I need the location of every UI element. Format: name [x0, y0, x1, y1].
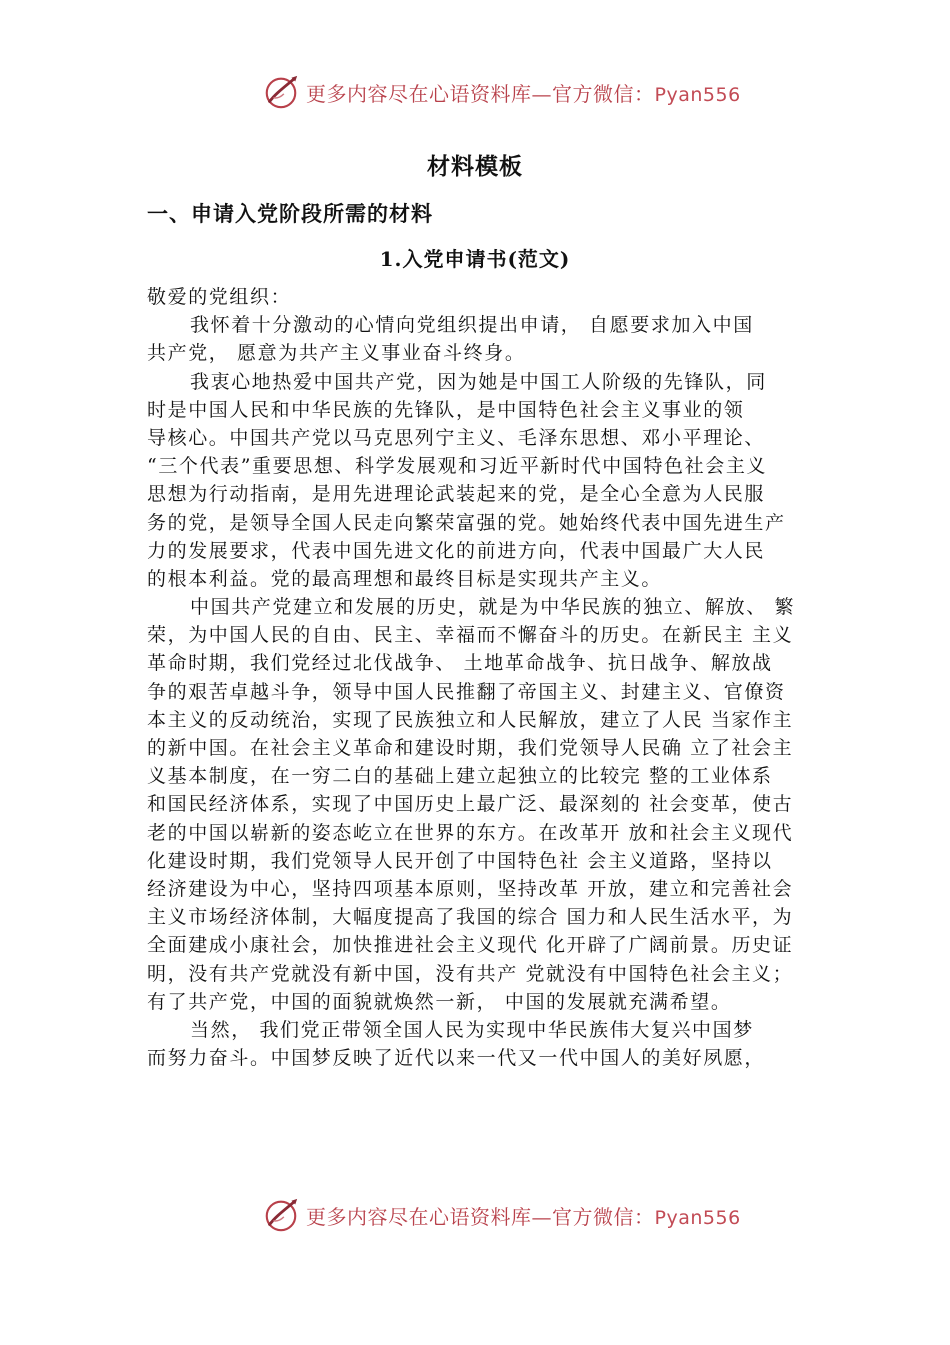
text-line: 本主义的反动统治，实现了民族独立和人民解放，建立了人民 当家作主 — [147, 708, 794, 731]
text-line: 老的中国以崭新的姿态屹立在世界的东方。在改革开 放和社会主义现代 — [147, 821, 794, 844]
watermark-text — [306, 78, 741, 107]
watermark-label: 更多内容尽在心语资料库—官方微信： — [306, 1204, 655, 1229]
text-line: 共产党， 愿意为共产主义事业奋斗终身。 — [147, 342, 526, 365]
text-line: 思想为行动指南，是用先进理论武装起来的党，是全心全意为人民服 — [147, 483, 766, 506]
text-line: 我怀着十分激动的心情向党组织提出申请， 自愿要求加入中国 — [190, 314, 754, 337]
text-line: 全面建成小康社会，加快推进社会主义现代 化开辟了广阔前景。历史证 — [147, 934, 794, 957]
text-line: 革命时期，我们党经过北伐战争、 土地革命战争、抗日战争、解放战 — [147, 652, 773, 675]
watermark-text — [306, 1201, 741, 1230]
text-line: 有了共产党，中国的面貌就焕然一新， 中国的发展就充满希望。 — [147, 990, 732, 1013]
text-line: 和国民经济体系，实现了中国历史上最广泛、最深刻的 社会变革，使古 — [147, 793, 794, 816]
text-line: 主义市场经济体制，大幅度提高了我国的综合 国力和人民生活水平，为 — [147, 906, 794, 929]
text-line: “三个代表”重要思想、科学发展观和习近平新时代中国特色社会主义 — [147, 455, 768, 478]
text-line: 义基本制度，在一穷二白的基础上建立起独立的比较完 整的工业体系 — [147, 765, 773, 788]
text-line: 当然， 我们党正带领全国人民为实现中华民族伟大复兴中国梦 — [190, 1018, 754, 1041]
text-line: 化建设时期，我们党领导人民开创了中国特色社 会主义道路，坚持以 — [147, 849, 773, 872]
section-heading: 一、申请入党阶段所需的材料 — [147, 202, 433, 226]
document-title: 材料模板 — [427, 154, 523, 180]
logo-icon — [262, 1196, 300, 1234]
text-line: 敬爱的党组织： — [147, 286, 292, 308]
text-line: 力的发展要求，代表中国先进文化的前进方向，代表中国最广大人民 — [147, 539, 766, 562]
sub-heading: 1.入党申请书(范文) — [379, 247, 571, 271]
watermark-banner-bottom — [262, 1195, 741, 1235]
watermark-banner-top — [262, 72, 741, 112]
watermark-wechat-id: Pyan556 — [654, 1206, 741, 1229]
text-line: 荣，为中国人民的自由、民主、幸福而不懈奋斗的历史。在新民主 主义 — [147, 624, 794, 647]
text-line: 我衷心地热爱中国共产党，因为她是中国工人阶级的先锋队，同 — [190, 370, 767, 393]
text-line: 导核心。中国共产党以马克思列宁主义、毛泽东思想、邓小平理论、 — [147, 426, 766, 449]
body-text — [147, 283, 837, 1072]
logo-icon — [262, 73, 300, 111]
text-line: 中国共产党建立和发展的历史，就是为中华民族的独立、解放、 繁 — [190, 596, 796, 619]
watermark-wechat-id: Pyan556 — [654, 83, 741, 106]
text-line: 的根本利益。党的最高理想和最终目标是实现共产主义。 — [147, 567, 663, 590]
text-line: 的新中国。在社会主义革命和建设时期，我们党领导人民确 立了社会主 — [147, 737, 794, 759]
text-line: 争的艰苦卓越斗争，领导中国人民推翻了帝国主义、封建主义、官僚资 — [147, 680, 786, 703]
text-line: 而努力奋斗。中国梦反映了近代以来一代又一代中国人的美好夙愿， — [147, 1047, 766, 1070]
text-line: 时是中国人民和中华民族的先锋队，是中国特色社会主义事业的领 — [147, 398, 745, 421]
text-line: 经济建设为中心，坚持四项基本原则，坚持改革 开放，建立和完善社会 — [147, 877, 794, 900]
text-line: 务的党，是领导全国人民走向繁荣富强的党。她始终代表中国先进生产 — [147, 511, 786, 534]
watermark-label: 更多内容尽在心语资料库—官方微信： — [306, 81, 655, 106]
text-line: 明，没有共产党就没有新中国，没有共产 党就没有中国特色社会主义； — [147, 962, 794, 985]
